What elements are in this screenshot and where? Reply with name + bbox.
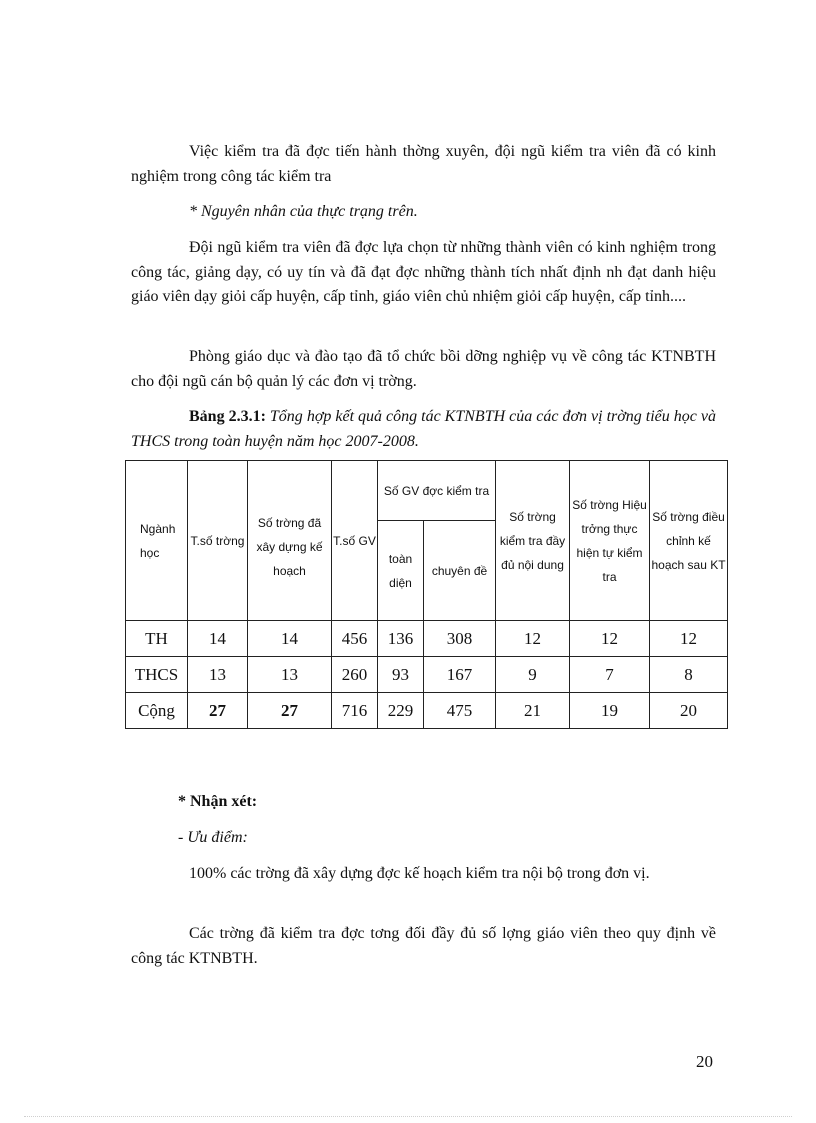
cell-name: THCS xyxy=(126,657,188,693)
header-truong-xdkh: Số trờng đã xây dựng kế hoạch xyxy=(248,461,332,621)
paragraph-training: Phòng giáo dục và đào tạo đã tổ chức bồi dỡng nghiệp vụ về công tác KTNBTH cho đội ngũ cán bộ quản lý các đơn vị trờng. xyxy=(131,348,716,390)
cell-dieu-chinh: 8 xyxy=(650,657,728,693)
cell-dieu-chinh: 20 xyxy=(650,693,728,729)
cell-so-truong: 14 xyxy=(188,621,248,657)
header-so-gv: T.số GV xyxy=(332,461,378,621)
cell-toan-dien: 93 xyxy=(378,657,424,693)
table-row-thcs xyxy=(126,657,728,693)
table-row-th xyxy=(126,621,728,657)
cell-so-gv: 716 xyxy=(332,693,378,729)
header-so-truong: T.số trờng xyxy=(188,461,248,621)
header-toan-dien: toàn diện xyxy=(378,521,424,621)
cell-ht-thuc-hien: 7 xyxy=(570,657,650,693)
header-nganh-hoc: Ngành học xyxy=(126,461,188,621)
cell-kt-day-du: 12 xyxy=(496,621,570,657)
paragraph-cause-heading: * Nguyên nhân của thực trạng trên. xyxy=(189,203,418,220)
cell-kt-day-du: 9 xyxy=(496,657,570,693)
header-ht-thuc-hien: Số trờng Hiệu trởng thực hiện tự kiểm tra xyxy=(570,461,650,621)
footer-divider xyxy=(24,1116,792,1117)
remarks-advantages: - Ưu điểm: xyxy=(178,829,248,846)
cell-name: Cộng xyxy=(126,693,188,729)
header-chuyen-de: chuyên đề xyxy=(424,521,496,621)
cell-toan-dien: 229 xyxy=(378,693,424,729)
cell-toan-dien: 136 xyxy=(378,621,424,657)
remark-teachers: Các trờng đã kiểm tra đợc tơng đối đầy đủ số lợng giáo viên theo quy định về công tác KTNBTH. xyxy=(131,925,716,967)
header-gv-kiem-tra: Số GV đợc kiểm tra xyxy=(378,461,496,521)
remarks-heading: * Nhận xét: xyxy=(178,793,258,810)
header-truong-kt-day-du: Số trờng kiểm tra đầy đủ nội dung xyxy=(496,461,570,621)
cell-truong-xdkh: 13 xyxy=(248,657,332,693)
cell-chuyen-de: 475 xyxy=(424,693,496,729)
cell-truong-xdkh: 14 xyxy=(248,621,332,657)
cell-dieu-chinh: 12 xyxy=(650,621,728,657)
cell-chuyen-de: 167 xyxy=(424,657,496,693)
paragraph-inspectors: Đội ngũ kiểm tra viên đã đợc lựa chọn từ những thành viên có kinh nghiệm trong công tác, giảng dạy, có uy tín và đã đạt đợc những thành tích nhất định nh đạt danh hiệu giáo viên dạy giỏi cấp huyện, cấp tỉnh, giáo viên chủ nhiệm giỏi cấp huyện, cấp tỉnh.... xyxy=(131,239,716,305)
cell-so-gv: 456 xyxy=(332,621,378,657)
cell-so-gv: 260 xyxy=(332,657,378,693)
cell-name: TH xyxy=(126,621,188,657)
cell-chuyen-de: 308 xyxy=(424,621,496,657)
table-row-total xyxy=(126,693,728,729)
remark-plans: 100% các trờng đã xây dựng đợc kế hoạch kiểm tra nội bộ trong đơn vị. xyxy=(189,865,650,882)
table-caption xyxy=(131,405,716,454)
cell-so-truong: 27 xyxy=(188,693,248,729)
paragraph-inspection: Việc kiểm tra đã đợc tiến hành thờng xuyên, đội ngũ kiểm tra viên đã có kinh nghiệm trong công tác kiểm tra xyxy=(131,143,716,185)
cell-ht-thuc-hien: 12 xyxy=(570,621,650,657)
header-truong-dieu-chinh: Số trờng điều chỉnh kế hoạch sau KT xyxy=(650,461,728,621)
page-number: 20 xyxy=(696,1052,713,1071)
cell-ht-thuc-hien: 19 xyxy=(570,693,650,729)
cell-kt-day-du: 21 xyxy=(496,693,570,729)
cell-so-truong: 13 xyxy=(188,657,248,693)
results-table xyxy=(125,460,728,729)
cell-truong-xdkh: 27 xyxy=(248,693,332,729)
table-caption-text: Tổng hợp kết quả công tác KTNBTH của các đơn vị trờng tiểu học và THCS trong toàn huyện năm học 2007-2008. xyxy=(131,408,716,450)
table-caption-label: Bảng 2.3.1: xyxy=(189,408,266,425)
